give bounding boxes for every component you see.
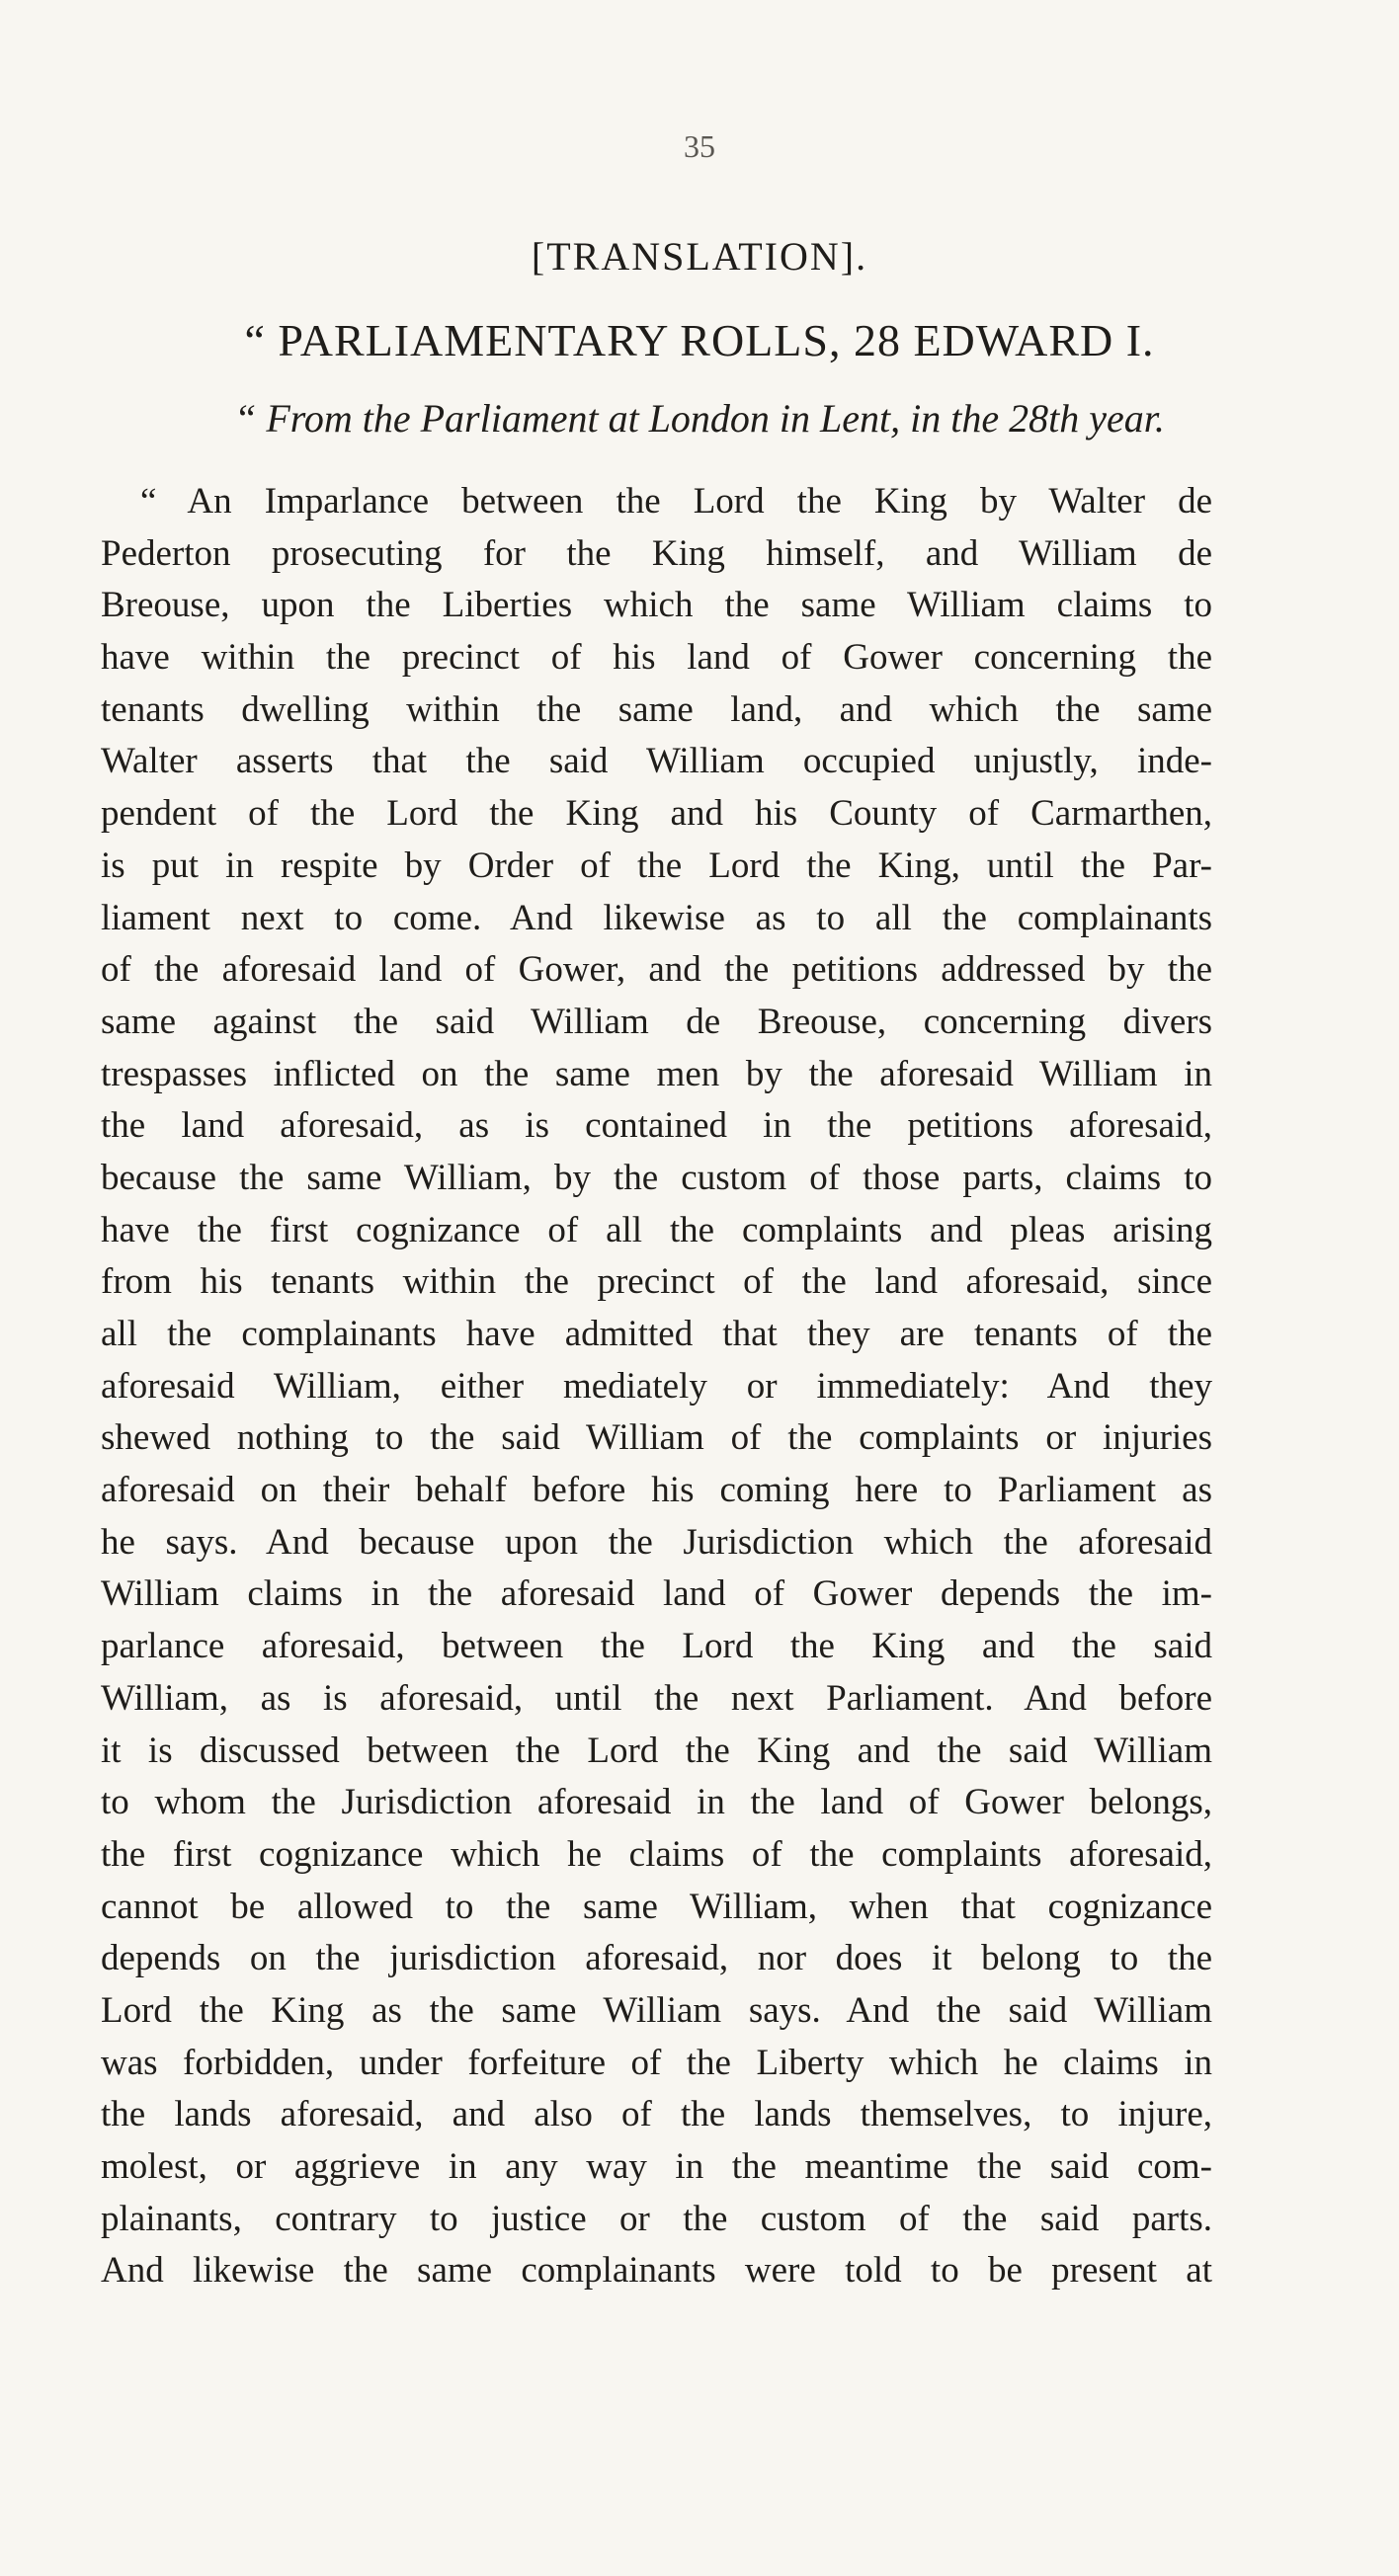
body-text — [101, 476, 1212, 2297]
body-line: aforesaid on their behalf before his coming here to Parliament as — [101, 1470, 1212, 1511]
section-label: [TRANSLATION]. — [531, 234, 868, 279]
body-line: same against the said William de Breouse, concerning divers — [101, 1001, 1212, 1042]
body-line: all the complainants have admitted that they are tenants of the — [101, 1314, 1212, 1354]
body-line: “ An Imparlance between the Lord the King by Walter de — [140, 481, 1212, 522]
body-line: Breouse, upon the Liberties which the same William claims to — [101, 585, 1212, 626]
body-line: of the aforesaid land of Gower, and the petitions addressed by the — [101, 949, 1212, 991]
body-line: liament next to come. And likewise as to all the complainants — [101, 897, 1212, 938]
body-line: to whom the Jurisdiction aforesaid in the land of Gower belongs, — [101, 1782, 1212, 1823]
document-title: “ PARLIAMENTARY ROLLS, 28 EDWARD I. — [244, 315, 1155, 365]
body-line: Pederton prosecuting for the King himself, and William de — [101, 532, 1212, 574]
body-line: aforesaid William, either mediately or immediately: And they — [101, 1365, 1212, 1407]
body-line: plainants, contrary to justice or the custom of the said parts. — [101, 2198, 1212, 2239]
body-line: William claims in the aforesaid land of Gower depends the im- — [101, 1573, 1212, 1615]
body-line: the lands aforesaid, and also of the lands themselves, to injure, — [101, 2094, 1212, 2135]
body-line: pendent of the Lord the King and his County of Carmarthen, — [101, 793, 1212, 835]
body-line: from his tenants within the precinct of the land aforesaid, since — [101, 1261, 1212, 1303]
body-line: shewed nothing to the said William of the complaints or injuries — [101, 1417, 1212, 1459]
body-line: have the first cognizance of all the complaints and pleas arising — [101, 1209, 1212, 1250]
body-line: the first cognizance which he claims of the complaints aforesaid, — [101, 1833, 1212, 1875]
page-number: 35 — [684, 128, 715, 164]
body-line: William, as is aforesaid, until the next Parliament. And before — [101, 1677, 1212, 1719]
body-line: was forbidden, under forfeiture of the Liberty which he claims in — [101, 2042, 1212, 2083]
body-line: And likewise the same complainants were told to be present at — [101, 2250, 1212, 2292]
body-line: because the same William, by the custom of those parts, claims to — [101, 1157, 1212, 1198]
body-line: Lord the King as the same William says. And the said William — [101, 1989, 1212, 2031]
body-line: molest, or aggrieve in any way in the meantime the said com- — [101, 2146, 1212, 2187]
body-line: have within the precinct of his land of Gower concerning the — [101, 637, 1212, 679]
body-line: is put in respite by Order of the Lord the King, until the Par- — [101, 845, 1212, 886]
body-line: tenants dwelling within the same land, and which the same — [101, 688, 1212, 730]
body-line: the land aforesaid, as is contained in the petitions aforesaid, — [101, 1105, 1212, 1147]
body-line: cannot be allowed to the same William, when that cognizance — [101, 1886, 1212, 1927]
body-line: depends on the jurisdiction aforesaid, nor does it belong to the — [101, 1938, 1212, 1979]
body-line: he says. And because upon the Jurisdiction which the aforesaid — [101, 1521, 1212, 1563]
document-subtitle: “ From the Parliament at London in Lent, in the 28th year. — [234, 396, 1165, 441]
body-line: Walter asserts that the said William occupied unjustly, inde- — [101, 741, 1212, 782]
body-line: parlance aforesaid, between the Lord the King and the said — [101, 1626, 1212, 1667]
body-line: it is discussed between the Lord the King and the said William — [101, 1730, 1212, 1771]
body-line: trespasses inflicted on the same men by the aforesaid William in — [101, 1053, 1212, 1094]
